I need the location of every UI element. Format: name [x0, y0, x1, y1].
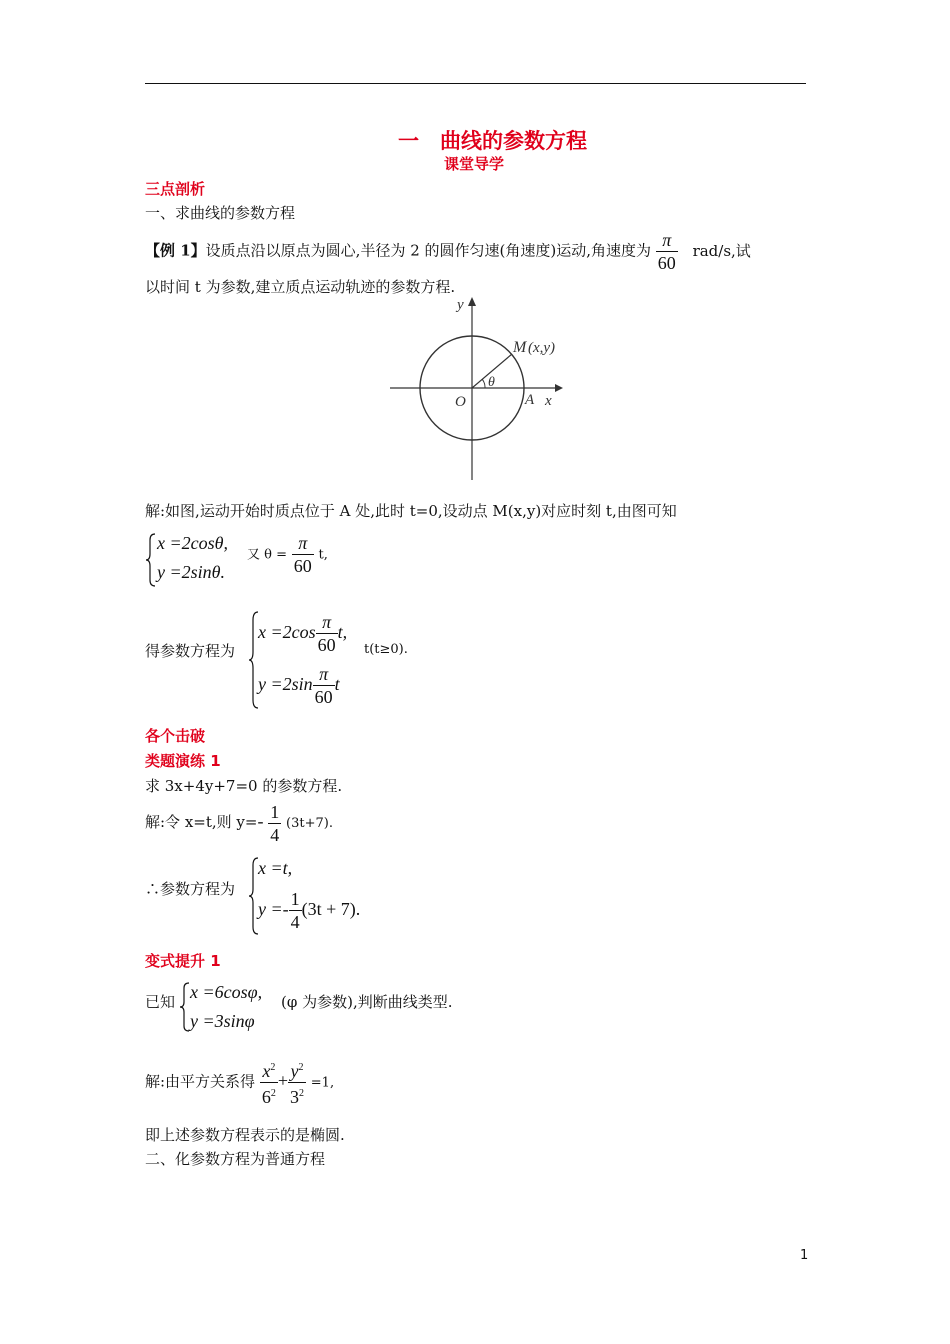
- example1-line2: 以时间 t 为参数,建立质点运动轨迹的参数方程.: [145, 278, 456, 296]
- theta-relation: [247, 532, 328, 577]
- example1-frac-den: 60: [657, 253, 676, 273]
- result-label: 得参数方程为: [145, 642, 236, 660]
- practice-eq1: x =t,: [258, 858, 293, 878]
- theta-relation-text: 又 θ =: [247, 547, 287, 563]
- variant-sol-text: 解:由平方关系得: [145, 1072, 256, 1091]
- variant-frac-2: [288, 1057, 306, 1108]
- variant-frac1-num: $x^2$: [260, 1057, 278, 1083]
- example1-tag: 【例 1】: [145, 241, 206, 260]
- axis-x-label: x: [545, 393, 552, 409]
- example1-frac-num: π: [656, 229, 678, 252]
- practice-sol-b: (3t+7).: [286, 816, 333, 831]
- practice-eq2-num: 1: [290, 889, 300, 910]
- result-eq2-fraction: [313, 663, 335, 708]
- variant-frac2-den: $3^2$: [290, 1087, 304, 1107]
- practice-question: 求 3x+4y+7=0 的参数方程.: [145, 777, 343, 795]
- theta-fraction: [292, 532, 314, 577]
- variant-known: 已知: [145, 993, 176, 1011]
- practice-frac-den: 4: [270, 824, 280, 845]
- practice-solution: [145, 799, 333, 846]
- example1-text-b: rad/s,试: [692, 241, 751, 260]
- practice-frac-num: 1: [270, 801, 280, 822]
- variant-solution: [145, 1057, 334, 1108]
- practice-minus: -: [257, 811, 264, 831]
- practice-fraction: [268, 801, 281, 846]
- brace-system-1: [145, 532, 157, 588]
- practice-sol-text: 解:令 x=t,则 y=: [145, 813, 258, 831]
- variant-eq-one: =1,: [310, 1075, 335, 1091]
- heading-2: 二、化参数方程为普通方程: [145, 1150, 326, 1168]
- practice-label: 类题演练 1: [145, 752, 221, 770]
- page-subtitle: 课堂导学: [444, 155, 505, 173]
- system1-eq1: x =2cosθ,: [157, 533, 228, 553]
- result-eq1: x =2cos $\frac{\pi}{60}$ t,: [258, 612, 348, 656]
- result-eq2-den: 60: [314, 687, 333, 708]
- practice-eq2-den: 4: [290, 912, 300, 933]
- section-three-points: 三点剖析: [145, 180, 206, 198]
- practice-result-label: ∴参数方程为: [145, 880, 236, 898]
- variant-conclusion: 即上述参数方程表示的是椭圆.: [145, 1126, 345, 1144]
- point-m-coords: (x,y): [528, 340, 556, 356]
- page-title: 一 曲线的参数方程: [398, 129, 587, 153]
- theta-frac-num: π: [292, 532, 314, 555]
- theta-frac-den: 60: [293, 556, 312, 576]
- example1-line1: [145, 229, 751, 274]
- variant-frac1-den: $6^2$: [261, 1087, 276, 1107]
- variant-frac2-num: $y^2$: [288, 1057, 306, 1083]
- header-rule: [145, 83, 806, 84]
- origin-label: O: [455, 394, 466, 410]
- variant-frac-1: [260, 1057, 278, 1108]
- practice-eq2: y =- $\frac{1}{4}$ (3t + 7).: [258, 889, 361, 933]
- result-condition: t(t≥0).: [364, 642, 408, 657]
- variant-eq1: x =6cosφ,: [190, 982, 263, 1002]
- variant-note: (φ 为参数),判断曲线类型.: [281, 993, 453, 1011]
- theta-relation-t: t,: [318, 547, 328, 563]
- result-eq2-num: π: [313, 663, 335, 686]
- variant-eq2: y =3sinφ: [190, 1011, 255, 1031]
- point-m-label: M: [513, 339, 527, 356]
- circle-figure: [385, 292, 575, 484]
- theta-label: θ: [488, 375, 495, 390]
- variant-label: 变式提升 1: [145, 952, 221, 970]
- system1-eq2: y =2sinθ.: [157, 562, 225, 582]
- result-eq1-den: 60: [317, 635, 336, 656]
- result-eq1-fraction: [316, 611, 338, 656]
- result-eq2: y =2sin $\frac{\pi}{60}$ t: [258, 664, 340, 708]
- solution1-text: 解:如图,运动开始时质点位于 A 处,此时 t=0,设动点 M(x,y)对应时刻 t,由图可知: [145, 502, 677, 520]
- axis-y-label: y: [457, 297, 464, 313]
- example1-text-a: 设质点沿以原点为圆心,半径为 2 的圆作匀速(角速度)运动,角速度为: [205, 241, 651, 260]
- heading-1: 一、求曲线的参数方程: [145, 204, 296, 222]
- practice-eq2-fraction: [289, 888, 302, 933]
- section-each: 各个击破: [145, 727, 206, 745]
- point-a-label: A: [525, 392, 535, 408]
- example1-fraction: [656, 229, 678, 274]
- page-number: 1: [800, 1248, 809, 1263]
- result-eq1-num: π: [316, 611, 338, 634]
- variant-plus: +: [277, 1070, 288, 1091]
